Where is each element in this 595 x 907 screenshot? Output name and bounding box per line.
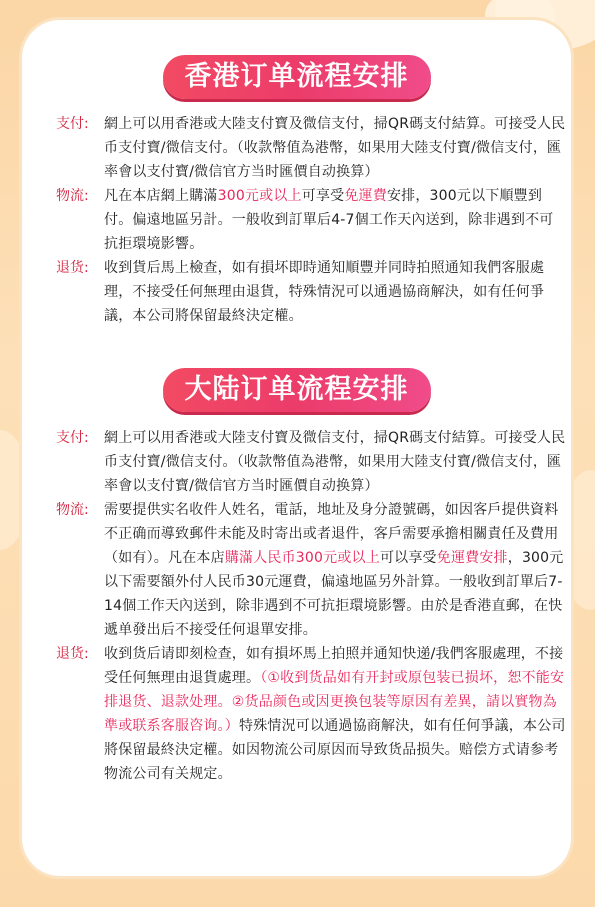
hk-payment-row — [56, 112, 566, 184]
hk-shipping-mid: 可享受 — [301, 188, 345, 204]
cn-shipping-text — [104, 498, 566, 642]
cn-payment-label: 支付: — [56, 430, 89, 446]
cn-payment-row — [56, 426, 566, 498]
cn-section-title: 大陆订单流程安排 — [163, 368, 431, 412]
cn-shipping-highlight-free: 免運費安排 — [436, 550, 508, 566]
cn-shipping-pre: 需要提供实名收件人姓名，電話，地址及身分證號碼，如因客戶提供資料不正确而導致郵件未能及时寄出或者退件，客戶需要承擔相關責任及費用（如有）。凡在本店 — [104, 502, 559, 566]
cn-shipping-highlight-amount: 購滿人民币300元或以上 — [224, 550, 380, 566]
hk-shipping-highlight-amount: 300元或以上 — [217, 188, 302, 204]
cn-return-highlight: （①收到货品如有开封或原包装已损坏，恕不能安排退货、退款处理。②货品颜色或因更換包装等原因有差異，請以實物為準或联系客服咨询。） — [104, 670, 565, 734]
hk-section-title: 香港订单流程安排 — [163, 55, 431, 99]
hk-shipping-post: 安排，300元以下順豐到付。偏遠地區另計。一般收到訂單后4-7個工作天內送到，除非遇到不可抗拒環境影響。 — [104, 188, 554, 252]
cn-shipping-row — [56, 498, 566, 642]
info-card — [22, 20, 571, 876]
cn-return-row — [56, 642, 566, 786]
cn-return-text — [104, 642, 566, 786]
hk-section — [56, 112, 566, 328]
cn-shipping-mid: 可以享受 — [379, 550, 437, 566]
cn-payment-text: 網上可以用香港或大陸支付寶及微信支付，掃QR碼支付結算。可接受人民币支付寶/微信支付。（收款幣值為港幣，如果用大陸支付寶/微信支付，匯率會以支付寶/微信官方当时匯價自动换算） — [104, 430, 566, 494]
cn-shipping-label: 物流: — [56, 502, 89, 518]
hk-payment-text: 網上可以用香港或大陸支付寶及微信支付，掃QR碼支付結算。可接受人民币支付寶/微信支付。（收款幣值為港幣，如果用大陸支付寶/微信支付，匯率會以支付寶/微信官方当时匯價自动换算） — [104, 116, 566, 180]
hk-shipping-pre: 凡在本店網上購滿 — [104, 188, 218, 204]
hk-return-label: 退货: — [56, 260, 89, 276]
hk-return-text: 收到貨后馬上檢查，如有損坏即時通知順豐并同時拍照通知我們客服處理，不接受任何無理由退貨，特殊情況可以通過協商解決，如有任何爭議，本公司將保留最終決定權。 — [104, 260, 545, 324]
hk-shipping-row — [56, 184, 566, 256]
cn-shipping-post: ，300元以下需要額外付人民币30元運費，偏遠地區另外計算。一般收到訂單后7-14個工作天內送到，除非遇到不可抗拒環境影響。由於是香港直郵，在快遞单發出后不接受任何退單安排。 — [104, 550, 564, 638]
hk-shipping-text — [104, 184, 566, 256]
hk-return-row — [56, 256, 566, 328]
cn-return-pre: 收到货后请即刻检查，如有損坏馬上拍照并通知快递/我們客服處理，不接受任何無理由退貨處理。 — [104, 646, 564, 686]
cn-return-label: 退货: — [56, 646, 89, 662]
hk-shipping-label: 物流: — [56, 188, 89, 204]
cn-section — [56, 426, 566, 786]
hk-payment-label: 支付: — [56, 116, 89, 132]
hk-shipping-highlight-free: 免運費 — [344, 188, 387, 204]
cn-return-post: 特殊情況可以通過協商解決，如有任何爭議，本公司將保留最終決定權。如因物流公司原因而导致货品损失。赔偿方式请参考物流公司有关规定。 — [104, 718, 566, 782]
